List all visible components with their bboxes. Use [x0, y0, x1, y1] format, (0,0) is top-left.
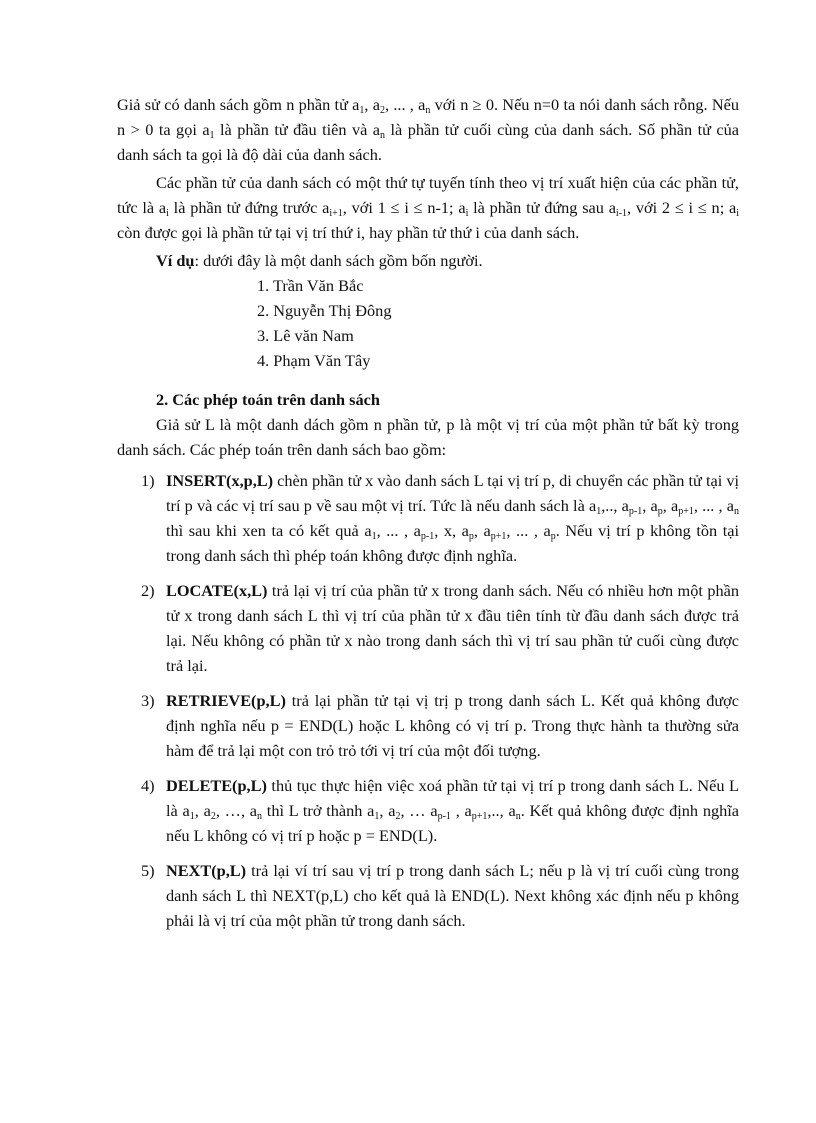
subscript: i — [465, 208, 469, 219]
subscript: p+1 — [678, 506, 694, 517]
section-intro: Giả sử L là một danh dách gồm n phần tử, p là một vị trí của một phần tử bất kỳ trong danh sách. Các phép toán trên danh sách bao gồm: — [117, 415, 739, 459]
subscript: n — [380, 130, 386, 141]
operation-number: 4) — [141, 776, 155, 795]
subscript: 1 — [596, 506, 602, 517]
operation-number: 2) — [141, 581, 155, 600]
subscript: 1 — [359, 105, 365, 116]
operation-number: 5) — [141, 861, 155, 880]
subscript: n — [425, 105, 431, 116]
subscript: 1 — [374, 811, 380, 822]
operation-description: trả lại ví trí sau vị trí p trong danh sách L; nếu p là vị trí cuối cùng trong danh sách L thì NEXT(p,L) cho kết quả là END(L). Next không xác định nếu p không phải là vị trí của một phần tử trong danh sách. — [166, 861, 739, 930]
operation-item — [117, 578, 739, 678]
subscript: p-1 — [420, 531, 435, 542]
operation-item — [117, 688, 739, 763]
operation-name: INSERT(x,p,L) — [166, 471, 274, 490]
operation-description: thủ tục thực hiện việc xoá phần tử tại vị trí p trong danh sách L. Nếu L là $a_1$, $a_2$, …, $a_n$ thì L trở thành $a_1$, $a_2$, … $a_{p-1}$ , $a_{p+1}$,.., $a_n$. Kết quả không được định nghĩa nếu L không có vị trí p hoặc p = END(L). — [166, 776, 740, 845]
subscript: n — [734, 506, 739, 517]
subscript: p-1 — [628, 506, 643, 517]
list-item: 2. Nguyễn Thị Đông — [257, 301, 392, 320]
operation-description: chèn phần tử x vào danh sách L tại vị trí p, di chuyển các phần tử tại vị trí p và các vị trí sau p về sau một vị trí. Tức là nếu danh sách là $a_1$,.., $a_{p-1}$, $a_p$, $a_{p+1}$, ... , $a_n$ thì sau khi xen ta có kết quả $a_1$, ... , $a_{p-1}$, x, $a_p$, $a_{p+1}$, ... , $a_p$. Nếu vị trí p không tồn tại trong danh sách thì phép toán không được định nghĩa. — [166, 471, 739, 565]
example-paragraph — [117, 248, 739, 273]
operation-item — [117, 773, 739, 848]
subscript: p — [468, 531, 474, 542]
example-label: Ví dụ — [156, 251, 195, 270]
document-page — [117, 92, 739, 943]
list-item: 1. Trần Văn Bắc — [257, 276, 364, 295]
operation-name: NEXT(p,L) — [166, 861, 247, 880]
subscript: n — [257, 811, 263, 822]
subscript: i-1 — [615, 208, 628, 219]
subscript: 1 — [189, 811, 195, 822]
subscript: p — [550, 531, 556, 542]
subscript: n — [515, 811, 521, 822]
subscript: 1 — [209, 130, 215, 141]
list-item: 4. Phạm Văn Tây — [257, 351, 371, 370]
intro-paragraph-1: Giả sử có danh sách gồm n phần tử $a_1$, $a_2$, ... , $a_n$ với n ≥ 0. Nếu n=0 ta nói danh sách rỗng. Nếu n > 0 ta gọi $a_1$ là phần tử đầu tiên và $a_n$ là phần tử cuối cùng của danh sách. Số phần tử của danh sách ta gọi là độ dài của danh sách. — [117, 95, 739, 164]
operation-name: DELETE(p,L) — [166, 776, 267, 795]
operation-name: RETRIEVE(p,L) — [166, 691, 286, 710]
list-item: 3. Lê văn Nam — [257, 326, 354, 345]
operation-description: trả lại vị trí của phần tử x trong danh sách. Nếu có nhiều hơn một phần tử x trong danh sách L thì vị trí của phần tử x đầu tiên tính từ đầu danh sách được trả lại. Nếu không có phần tử x nào trong danh sách thì vị trí sau phần tử cuối cùng được trả lại. — [166, 581, 739, 675]
subscript: i+1 — [329, 208, 343, 219]
subscript: p-1 — [437, 811, 451, 822]
subscript: i — [166, 208, 169, 219]
operation-number: 1) — [141, 471, 155, 490]
subscript: 2 — [210, 811, 216, 822]
intro-paragraph-2: Các phần tử của danh sách có một thứ tự tuyến tính theo vị trí xuất hiện của các phần tử, tức là $a_i$ là phần tử đứng trước $a_{i+1}$, với 1 ≤ i ≤ n-1; $a_i$ là phần tử đứng sau $a_{i-1}$, với 2 ≤ i ≤ n; $a_i$ còn được gọi là phần tử tại vị trí thứ i, hay phần tử thứ i của danh sách. — [117, 173, 740, 242]
subscript: 2 — [379, 105, 385, 116]
subscript: i — [736, 208, 740, 219]
operation-name: LOCATE(x,L) — [166, 581, 268, 600]
operations-list — [117, 468, 739, 933]
subscript: p — [657, 506, 663, 517]
people-list — [257, 273, 739, 373]
subscript: 2 — [395, 811, 401, 822]
section-heading: 2. Các phép toán trên danh sách — [156, 390, 380, 409]
subscript: 1 — [371, 531, 377, 542]
example-text: : dưới đây là một danh sách gồm bốn người. — [194, 251, 483, 270]
operation-item — [117, 858, 739, 933]
operation-description: trả lại phần tử tại vị trị p trong danh sách L. Kết quả không được định nghĩa nếu p = END(L) hoặc L không có vị trí p. Trong thực hành ta thường sửa hàm để trả lại một con trỏ trỏ tới vị trí của một đối tượng. — [166, 691, 739, 760]
subscript: p+1 — [490, 531, 507, 542]
operation-item — [117, 468, 739, 568]
operation-number: 3) — [141, 691, 155, 710]
subscript: p+1 — [471, 811, 488, 822]
